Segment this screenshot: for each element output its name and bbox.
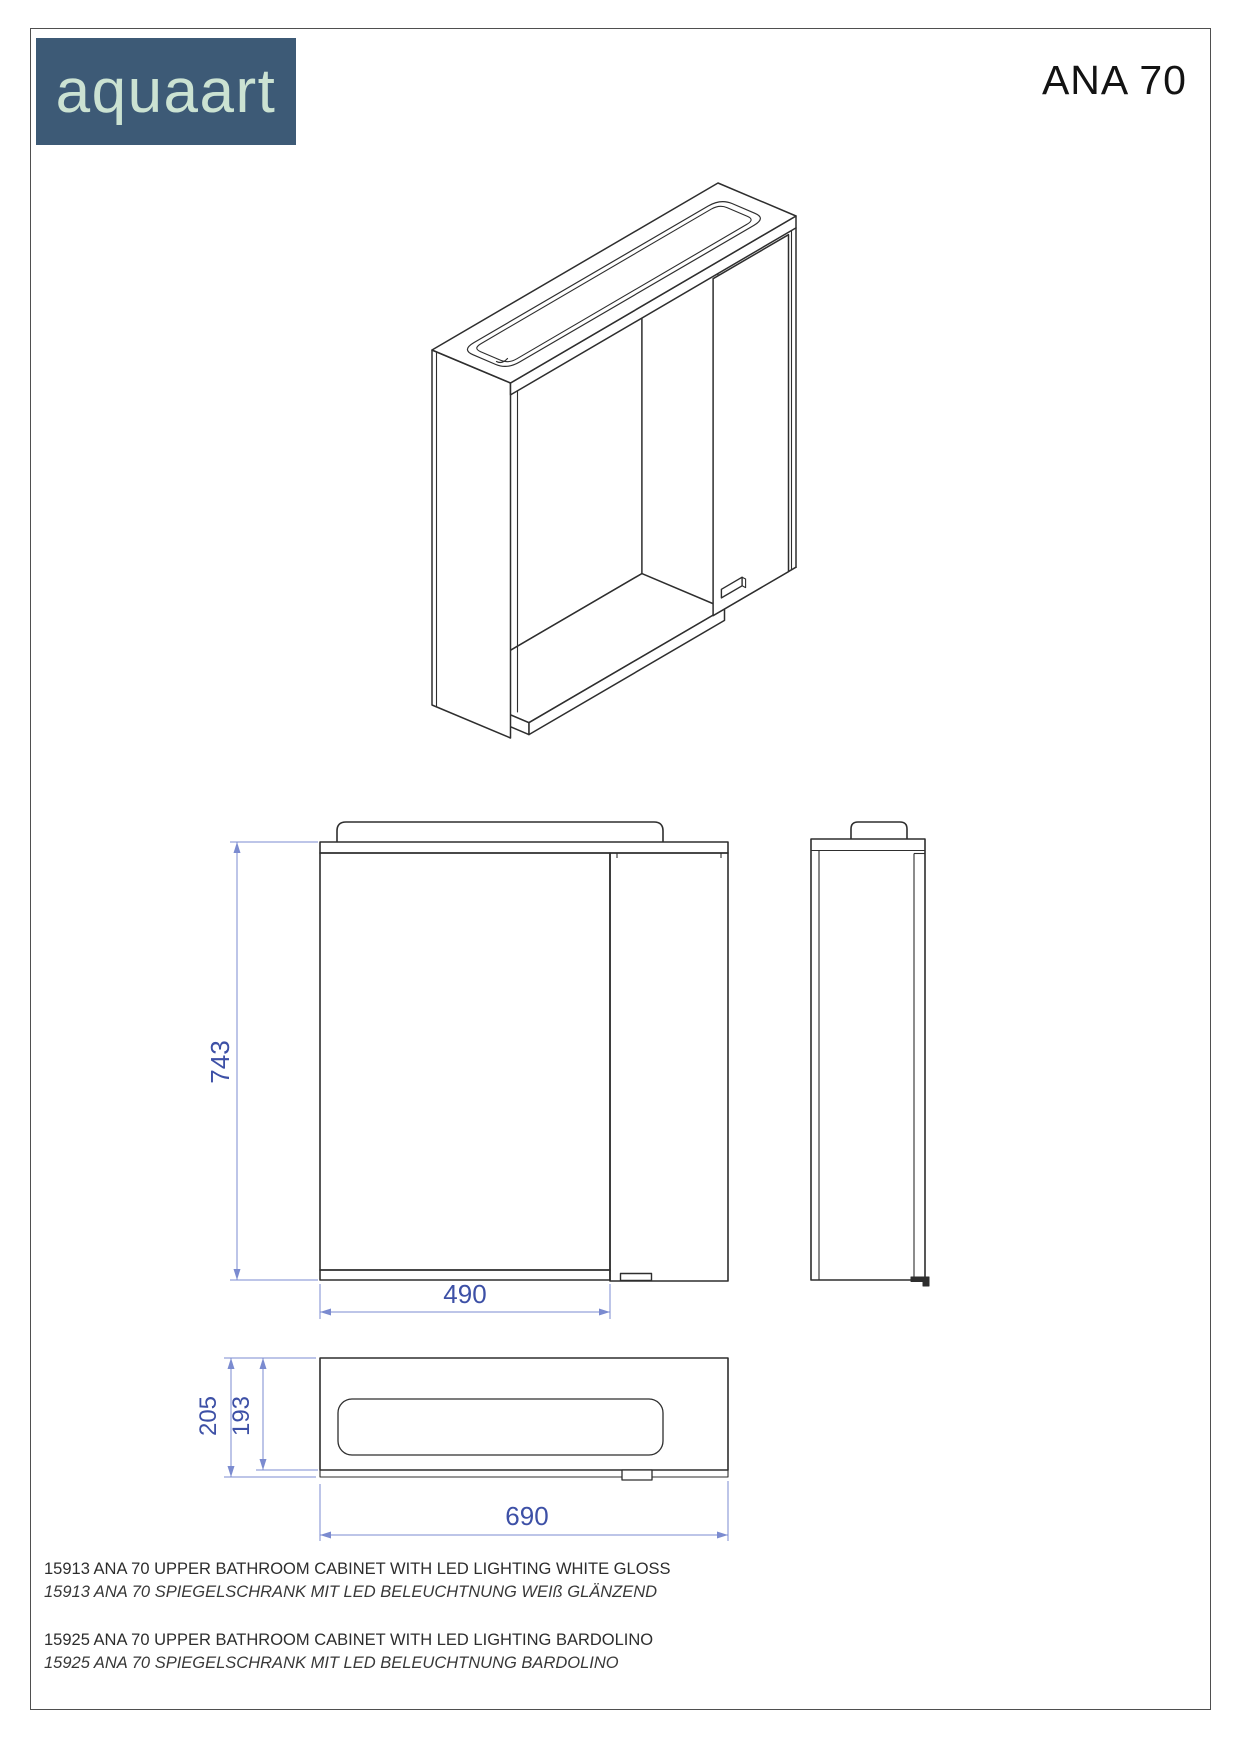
dim-doorwidth-arrow-left: [320, 1309, 331, 1316]
page-title-model: ANA 70: [1041, 57, 1187, 103]
bottom-door-handle-tab: [622, 1470, 652, 1480]
iso-right-door: [713, 235, 788, 616]
product-desc-en: 15925 ANA 70 UPPER BATHROOM CABINET WITH LED LIGHTING BARDOLINO: [44, 1631, 654, 1649]
dimension-labels: [195, 1040, 549, 1531]
product-desc-de: 15913 ANA 70 SPIEGELSCHRANK MIT LED BELEUCHTNUNG WEIß GLÄNZEND: [44, 1583, 658, 1601]
dim-label-doorwidth: 490: [443, 1279, 487, 1309]
side-view-drawing: [811, 822, 929, 1286]
bottom-led-window: [338, 1399, 663, 1455]
product-descriptions: [44, 1558, 804, 1700]
isometric-view-drawing: [432, 183, 796, 738]
dim-depthbody-arrow-top: [260, 1358, 267, 1369]
front-right-panel: [610, 853, 728, 1281]
side-light-cap: [851, 822, 907, 839]
dim-label-height: 743: [205, 1040, 235, 1084]
front-light-bar: [337, 822, 663, 842]
dim-doorwidth-arrow-right: [599, 1309, 610, 1316]
dim-depthtotal-arrow-bottom: [228, 1466, 235, 1477]
dim-depthbody-arrow-bottom: [260, 1459, 267, 1470]
dim-label-depthtotal: 205: [195, 1395, 222, 1437]
product-desc-en: 15913 ANA 70 UPPER BATHROOM CABINET WITH LED LIGHTING WHITE GLOSS: [44, 1560, 671, 1578]
front-top-band: [320, 842, 728, 853]
product-desc-de: 15925 ANA 70 SPIEGELSCHRANK MIT LED BELEUCHTNUNG BARDOLINO: [44, 1654, 619, 1672]
dim-label-width: 690: [505, 1501, 549, 1531]
dim-depthtotal-arrow-top: [228, 1358, 235, 1369]
bottom-front-lip: [320, 1470, 728, 1477]
dim-label-depthbody: 193: [228, 1395, 255, 1437]
front-view-drawing: [320, 822, 728, 1281]
dim-width-arrow-left: [320, 1532, 331, 1539]
bottom-outline: [320, 1358, 728, 1470]
dim-height-arrow-top: [234, 842, 241, 853]
dimension-annotations: [224, 842, 728, 1541]
dim-height-arrow-bottom: [234, 1269, 241, 1280]
bottom-view-drawing: [320, 1358, 728, 1480]
product-entry: [44, 1629, 804, 1675]
front-door-handle: [621, 1274, 652, 1281]
side-door-handle: [911, 1277, 929, 1286]
brand-logo-text: aquaart: [55, 57, 277, 126]
product-entry: [44, 1558, 804, 1604]
iso-left-panel: [432, 350, 511, 738]
side-body: [811, 839, 925, 1280]
front-mirror-door: [320, 853, 610, 1270]
dim-width-arrow-right: [717, 1532, 728, 1539]
